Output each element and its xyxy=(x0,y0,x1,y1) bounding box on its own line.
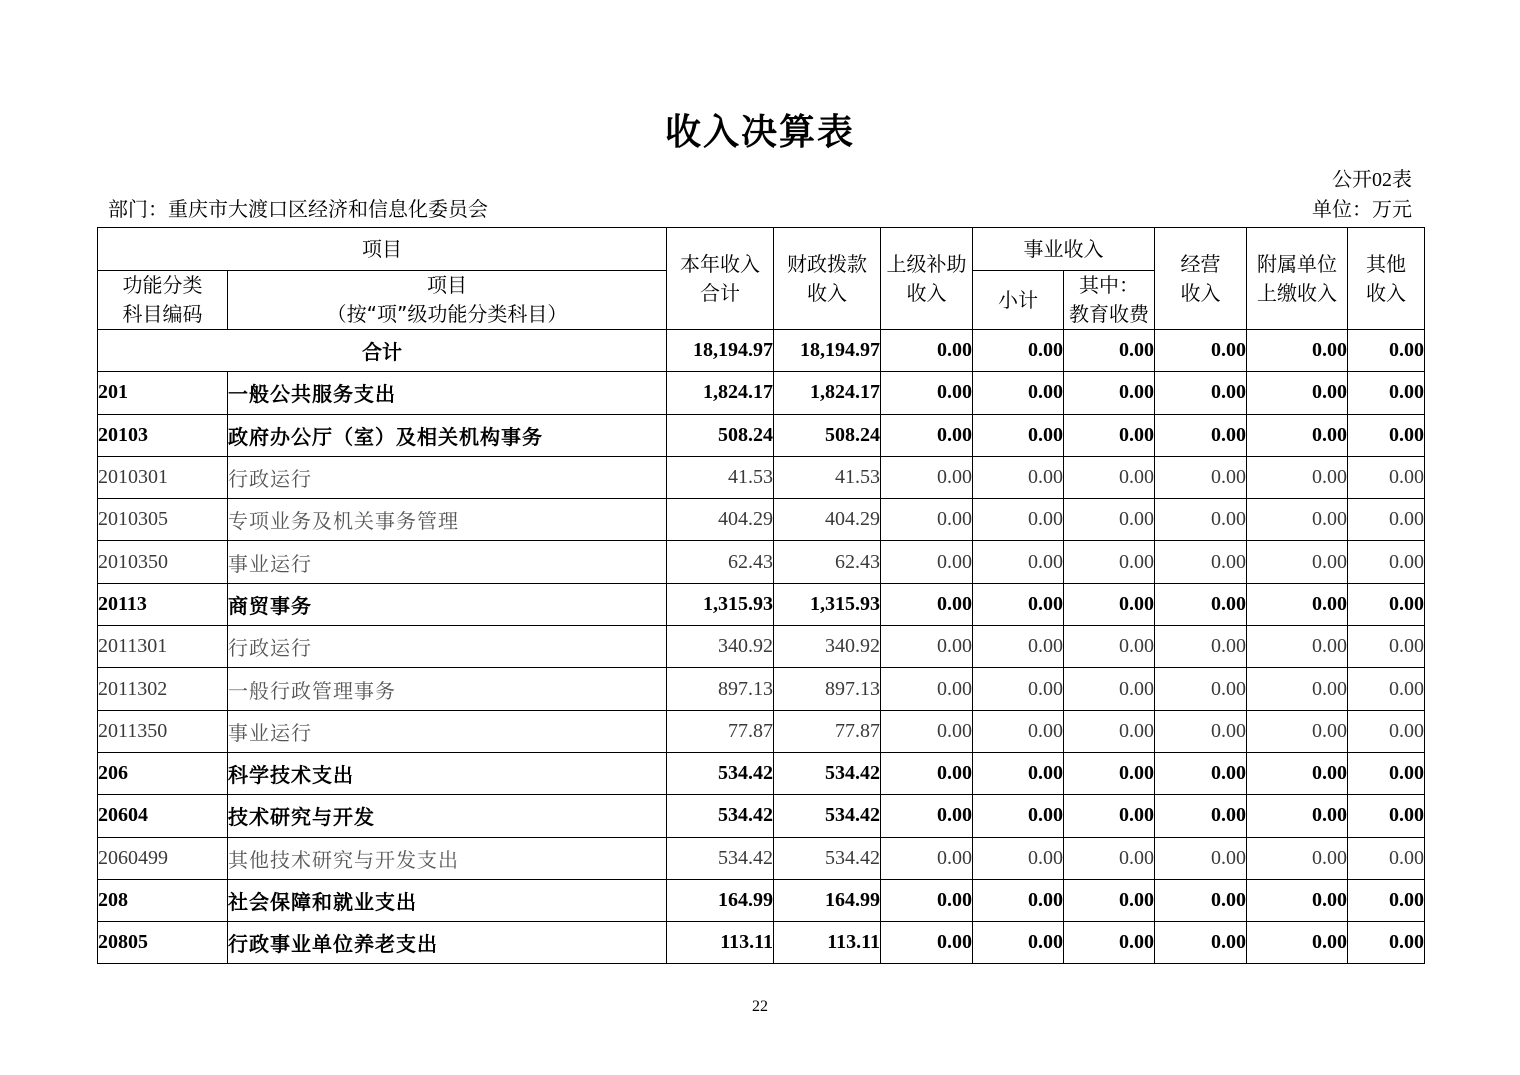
page-number: 22 xyxy=(752,998,768,1015)
table-row xyxy=(98,879,1425,921)
amount-cell: 0.00 xyxy=(1348,922,1425,964)
amount-cell: 0.00 xyxy=(1155,456,1247,498)
amount-cell: 77.87 xyxy=(667,710,774,752)
amount-cell: 0.00 xyxy=(1348,456,1425,498)
amount-cell: 0.00 xyxy=(881,879,973,921)
amount-cell: 0.00 xyxy=(1348,837,1425,879)
total-label: 合计 xyxy=(98,330,667,372)
table-row xyxy=(98,922,1425,964)
amount-cell: 0.00 xyxy=(1348,795,1425,837)
amount-cell: 0.00 xyxy=(973,795,1064,837)
table-row xyxy=(98,372,1425,414)
amount-cell: 77.87 xyxy=(774,710,881,752)
item-name-cell: 行政运行 xyxy=(228,626,667,668)
amount-cell: 0.00 xyxy=(1064,922,1155,964)
amount-cell: 508.24 xyxy=(667,414,774,456)
header-fiscal-appropriation: 财政拨款 收入 xyxy=(774,228,881,330)
amount-cell: 0.00 xyxy=(973,499,1064,541)
function-code-cell: 2060499 xyxy=(98,837,228,879)
item-name-cell: 一般公共服务支出 xyxy=(228,372,667,414)
amount-cell: 0.00 xyxy=(1064,710,1155,752)
amount-cell: 0.00 xyxy=(1155,879,1247,921)
table-row xyxy=(98,795,1425,837)
amount-cell: 0.00 xyxy=(973,583,1064,625)
function-code-cell: 20103 xyxy=(98,414,228,456)
amount-cell: 0.00 xyxy=(1247,668,1348,710)
amount-cell: 0.00 xyxy=(881,372,973,414)
total-cell: 0.00 xyxy=(1348,330,1425,372)
amount-cell: 0.00 xyxy=(1247,879,1348,921)
amount-cell: 0.00 xyxy=(881,583,973,625)
amount-cell: 0.00 xyxy=(1247,837,1348,879)
amount-cell: 534.42 xyxy=(774,837,881,879)
amount-cell: 0.00 xyxy=(973,541,1064,583)
function-code-cell: 2010350 xyxy=(98,541,228,583)
table-row xyxy=(98,752,1425,794)
amount-cell: 0.00 xyxy=(973,837,1064,879)
amount-cell: 0.00 xyxy=(881,456,973,498)
function-code-cell: 20805 xyxy=(98,922,228,964)
amount-cell: 534.42 xyxy=(774,795,881,837)
header-total-income: 本年收入 合计 xyxy=(667,228,774,330)
table-row xyxy=(98,583,1425,625)
amount-cell: 0.00 xyxy=(1348,710,1425,752)
amount-cell: 534.42 xyxy=(667,837,774,879)
header-other-income: 其他 收入 xyxy=(1348,228,1425,330)
amount-cell: 0.00 xyxy=(881,414,973,456)
function-code-cell: 20604 xyxy=(98,795,228,837)
header-operating-income: 经营 收入 xyxy=(1155,228,1247,330)
amount-cell: 0.00 xyxy=(1348,668,1425,710)
amount-cell: 0.00 xyxy=(1348,752,1425,794)
table-row xyxy=(98,710,1425,752)
amount-cell: 897.13 xyxy=(774,668,881,710)
amount-cell: 0.00 xyxy=(1348,541,1425,583)
table-row xyxy=(98,541,1425,583)
amount-cell: 0.00 xyxy=(1247,752,1348,794)
total-cell: 0.00 xyxy=(973,330,1064,372)
amount-cell: 0.00 xyxy=(1064,795,1155,837)
amount-cell: 113.11 xyxy=(774,922,881,964)
amount-cell: 0.00 xyxy=(1155,922,1247,964)
total-cell: 18,194.97 xyxy=(667,330,774,372)
department-label: 部门：重庆市大渡口区经济和信息化委员会 xyxy=(108,199,488,221)
amount-cell: 0.00 xyxy=(973,922,1064,964)
total-cell: 0.00 xyxy=(1155,330,1247,372)
item-name-cell: 事业运行 xyxy=(228,541,667,583)
function-code-cell: 2011301 xyxy=(98,626,228,668)
item-name-cell: 商贸事务 xyxy=(228,583,667,625)
amount-cell: 0.00 xyxy=(1348,626,1425,668)
total-cell: 18,194.97 xyxy=(774,330,881,372)
amount-cell: 62.43 xyxy=(667,541,774,583)
income-final-accounts-table xyxy=(97,227,1425,964)
amount-cell: 0.00 xyxy=(1247,922,1348,964)
amount-cell: 0.00 xyxy=(1247,583,1348,625)
amount-cell: 0.00 xyxy=(1247,456,1348,498)
amount-cell: 0.00 xyxy=(1155,499,1247,541)
function-code-cell: 2010305 xyxy=(98,499,228,541)
amount-cell: 0.00 xyxy=(1155,752,1247,794)
total-row xyxy=(98,330,1425,372)
amount-cell: 0.00 xyxy=(1064,879,1155,921)
amount-cell: 0.00 xyxy=(1247,372,1348,414)
amount-cell: 0.00 xyxy=(1064,626,1155,668)
item-name-cell: 行政事业单位养老支出 xyxy=(228,922,667,964)
amount-cell: 0.00 xyxy=(881,710,973,752)
function-code-cell: 208 xyxy=(98,879,228,921)
amount-cell: 0.00 xyxy=(1155,583,1247,625)
table-row xyxy=(98,668,1425,710)
amount-cell: 0.00 xyxy=(881,541,973,583)
amount-cell: 41.53 xyxy=(667,456,774,498)
amount-cell: 0.00 xyxy=(1155,710,1247,752)
amount-cell: 0.00 xyxy=(1064,456,1155,498)
total-cell: 0.00 xyxy=(1247,330,1348,372)
table-number: 公开02表 xyxy=(1332,169,1412,191)
amount-cell: 113.11 xyxy=(667,922,774,964)
function-code-cell: 206 xyxy=(98,752,228,794)
header-function-code: 功能分类 科目编码 xyxy=(98,271,228,330)
unit-label: 单位：万元 xyxy=(1312,199,1412,221)
amount-cell: 534.42 xyxy=(667,752,774,794)
amount-cell: 0.00 xyxy=(973,456,1064,498)
amount-cell: 1,315.93 xyxy=(667,583,774,625)
table-row xyxy=(98,499,1425,541)
amount-cell: 340.92 xyxy=(667,626,774,668)
item-name-cell: 技术研究与开发 xyxy=(228,795,667,837)
table-row xyxy=(98,837,1425,879)
amount-cell: 0.00 xyxy=(973,414,1064,456)
header-affiliated-income: 附属单位 上缴收入 xyxy=(1247,228,1348,330)
amount-cell: 0.00 xyxy=(1064,668,1155,710)
amount-cell: 0.00 xyxy=(973,710,1064,752)
amount-cell: 0.00 xyxy=(881,837,973,879)
amount-cell: 534.42 xyxy=(774,752,881,794)
amount-cell: 0.00 xyxy=(881,752,973,794)
amount-cell: 164.99 xyxy=(667,879,774,921)
amount-cell: 0.00 xyxy=(1247,499,1348,541)
amount-cell: 0.00 xyxy=(1064,414,1155,456)
amount-cell: 0.00 xyxy=(1348,372,1425,414)
amount-cell: 0.00 xyxy=(973,626,1064,668)
header-subtotal: 小计 xyxy=(973,271,1064,330)
header-business-income: 事业收入 xyxy=(973,228,1155,271)
amount-cell: 0.00 xyxy=(881,922,973,964)
amount-cell: 0.00 xyxy=(1348,414,1425,456)
total-cell: 0.00 xyxy=(881,330,973,372)
header-superior-subsidy: 上级补助 收入 xyxy=(881,228,973,330)
amount-cell: 0.00 xyxy=(1064,583,1155,625)
amount-cell: 0.00 xyxy=(1247,414,1348,456)
item-name-cell: 事业运行 xyxy=(228,710,667,752)
function-code-cell: 20113 xyxy=(98,583,228,625)
amount-cell: 0.00 xyxy=(973,752,1064,794)
table-row xyxy=(98,456,1425,498)
item-name-cell: 社会保障和就业支出 xyxy=(228,879,667,921)
amount-cell: 0.00 xyxy=(1064,541,1155,583)
amount-cell: 0.00 xyxy=(1155,626,1247,668)
amount-cell: 1,824.17 xyxy=(667,372,774,414)
amount-cell: 0.00 xyxy=(1155,414,1247,456)
amount-cell: 1,824.17 xyxy=(774,372,881,414)
amount-cell: 0.00 xyxy=(1064,837,1155,879)
amount-cell: 404.29 xyxy=(774,499,881,541)
amount-cell: 0.00 xyxy=(1155,541,1247,583)
amount-cell: 0.00 xyxy=(1247,710,1348,752)
function-code-cell: 2010301 xyxy=(98,456,228,498)
item-name-cell: 科学技术支出 xyxy=(228,752,667,794)
amount-cell: 0.00 xyxy=(1064,372,1155,414)
amount-cell: 0.00 xyxy=(1155,837,1247,879)
amount-cell: 0.00 xyxy=(973,372,1064,414)
item-name-cell: 专项业务及机关事务管理 xyxy=(228,499,667,541)
amount-cell: 41.53 xyxy=(774,456,881,498)
function-code-cell: 2011350 xyxy=(98,710,228,752)
item-name-cell: 其他技术研究与开发支出 xyxy=(228,837,667,879)
amount-cell: 404.29 xyxy=(667,499,774,541)
amount-cell: 0.00 xyxy=(973,668,1064,710)
amount-cell: 0.00 xyxy=(881,668,973,710)
amount-cell: 340.92 xyxy=(774,626,881,668)
function-code-cell: 2011302 xyxy=(98,668,228,710)
amount-cell: 0.00 xyxy=(1064,499,1155,541)
amount-cell: 1,315.93 xyxy=(774,583,881,625)
amount-cell: 534.42 xyxy=(667,795,774,837)
amount-cell: 0.00 xyxy=(1155,795,1247,837)
total-cell: 0.00 xyxy=(1064,330,1155,372)
item-name-cell: 行政运行 xyxy=(228,456,667,498)
amount-cell: 0.00 xyxy=(1348,499,1425,541)
header-education-fee: 其中： 教育收费 xyxy=(1064,271,1155,330)
amount-cell: 0.00 xyxy=(973,879,1064,921)
amount-cell: 0.00 xyxy=(881,795,973,837)
table-row xyxy=(98,626,1425,668)
amount-cell: 0.00 xyxy=(1064,752,1155,794)
amount-cell: 0.00 xyxy=(1155,372,1247,414)
amount-cell: 164.99 xyxy=(774,879,881,921)
amount-cell: 0.00 xyxy=(881,499,973,541)
item-name-cell: 一般行政管理事务 xyxy=(228,668,667,710)
amount-cell: 0.00 xyxy=(1348,583,1425,625)
amount-cell: 0.00 xyxy=(1247,626,1348,668)
amount-cell: 0.00 xyxy=(881,626,973,668)
function-code-cell: 201 xyxy=(98,372,228,414)
amount-cell: 897.13 xyxy=(667,668,774,710)
amount-cell: 508.24 xyxy=(774,414,881,456)
amount-cell: 0.00 xyxy=(1247,795,1348,837)
amount-cell: 0.00 xyxy=(1348,879,1425,921)
header-item-group: 项目 xyxy=(98,228,667,271)
amount-cell: 0.00 xyxy=(1155,668,1247,710)
amount-cell: 62.43 xyxy=(774,541,881,583)
item-name-cell: 政府办公厅（室）及相关机构事务 xyxy=(228,414,667,456)
table-header xyxy=(98,228,1425,330)
table-row xyxy=(98,414,1425,456)
header-item-name: 项目 （按“项”级功能分类科目） xyxy=(228,271,667,330)
page-title: 收入决算表 xyxy=(664,112,855,153)
table-body xyxy=(98,330,1425,964)
amount-cell: 0.00 xyxy=(1247,541,1348,583)
